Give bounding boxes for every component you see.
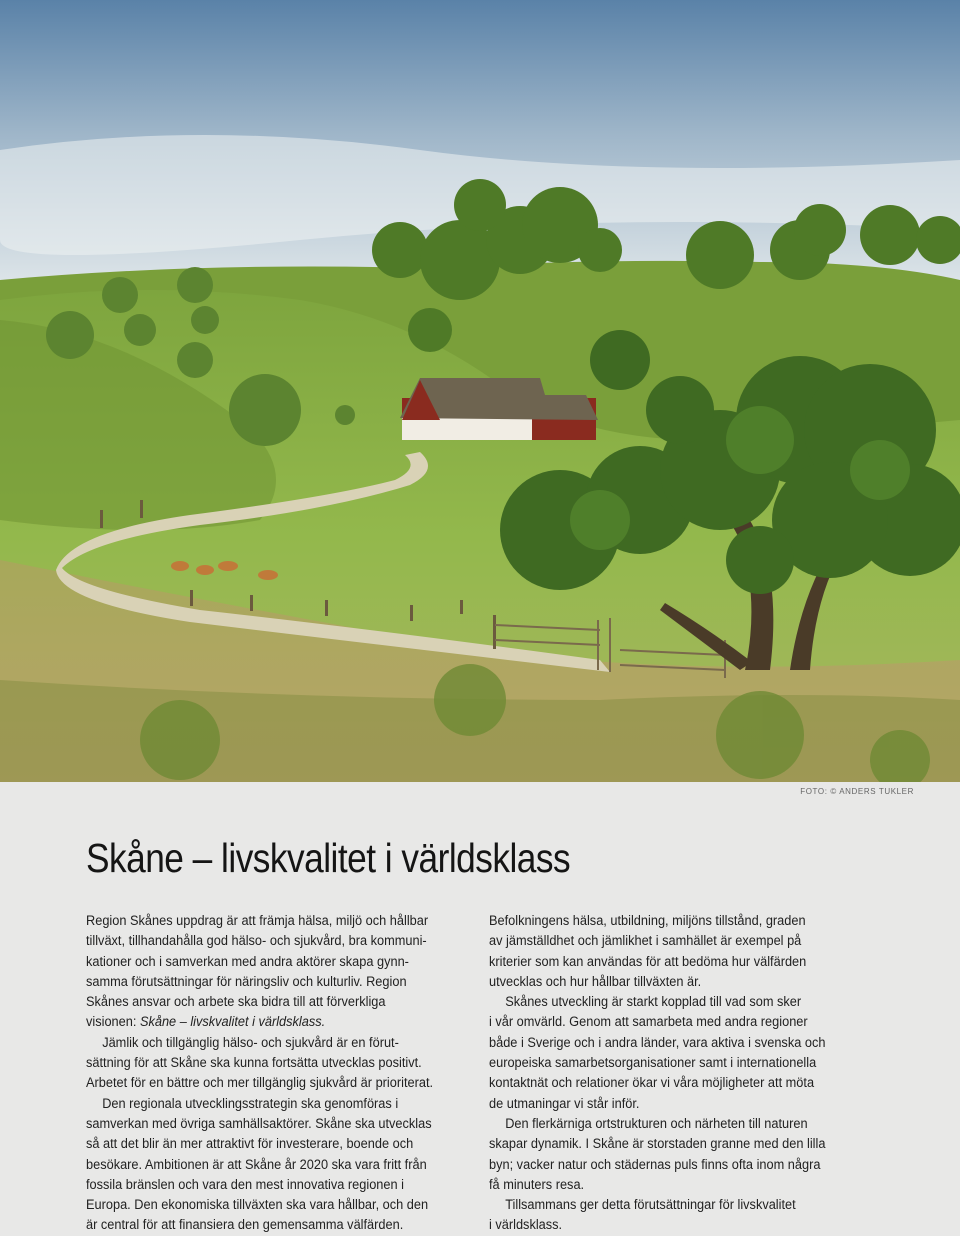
right-paragraph-2: Skånes utveckling är starkt kopplad till vad som sker i vår omvärld. Genom att samarbeta med andra regioner både i Sverige och i andra länder, vara aktiva i svenska och europeiska samarbetsorganisationer samt i internationella kontaktnät och relationer ökar vi våra möjligheter att möta de utmaningar vi står inför.: [489, 994, 826, 1112]
page-title: Skåne – livskvalitet i världsklass: [86, 835, 571, 881]
article-right-column: [489, 911, 879, 1236]
right-paragraph-4: Tillsammans ger detta förutsättningar för livskvalitet i världsklass.: [489, 1197, 796, 1234]
left-paragraph-1-text: Region Skånes uppdrag är att främja hälsa, miljö och hållbar tillväxt, tillhandahålla god hälso- och sjukvård, bra kommuni- kationer och i samverkan med andra aktörer skapa gynn- samma förutsättningar för näringsliv och kulturliv. Region Skånes ansvar och arbete ska bidra till att förverkliga visionen:: [86, 913, 429, 1031]
left-paragraph-2: Jämlik och tillgänglig hälso- och sjukvård är en förut- sättning för att Skåne ska kunna fortsätta utvecklas positivt. Arbetet för en bättre och mer tillgänglig sjukvård är prioriterat.: [86, 1034, 434, 1092]
vision-statement: Skåne – livskvalitet i världsklass.: [139, 1014, 326, 1031]
left-paragraph-3: Den regionala utvecklingsstrategin ska genomföras i samverkan med övriga samhällsaktörer. Skåne ska utvecklas så att det blir än mer attraktivt för investerare, boende och besökare. Ambitionen är att Skåne år 2020 ska vara fritt från fossila bränslen och vara den mest innovativa regionen i Europa. Den ekonomiska tillväxten ska vara hållbar, och den är central för att finansiera den gemensamma välfärden.: [86, 1095, 432, 1234]
photo-credit: FOTO: © ANDERS TUKLER: [800, 787, 914, 796]
right-paragraph-1: Befolkningens hälsa, utbildning, miljöns tillstånd, graden av jämställdhet och jämlikhet i samhället är exempel på kriterier som kan användas för att bedöma hur välfärden utvecklas och hur hållbar tillväxten är.: [489, 913, 807, 990]
article-left-column: [86, 911, 472, 1236]
right-paragraph-3: Den flerkärniga ortstrukturen och närheten till naturen skapar dynamik. I Skåne är storstaden granne med den lilla byn; vacker natur och städernas puls finns ofta inom några få minuters resa.: [489, 1115, 826, 1193]
left-paragraph-1: [86, 911, 473, 1033]
